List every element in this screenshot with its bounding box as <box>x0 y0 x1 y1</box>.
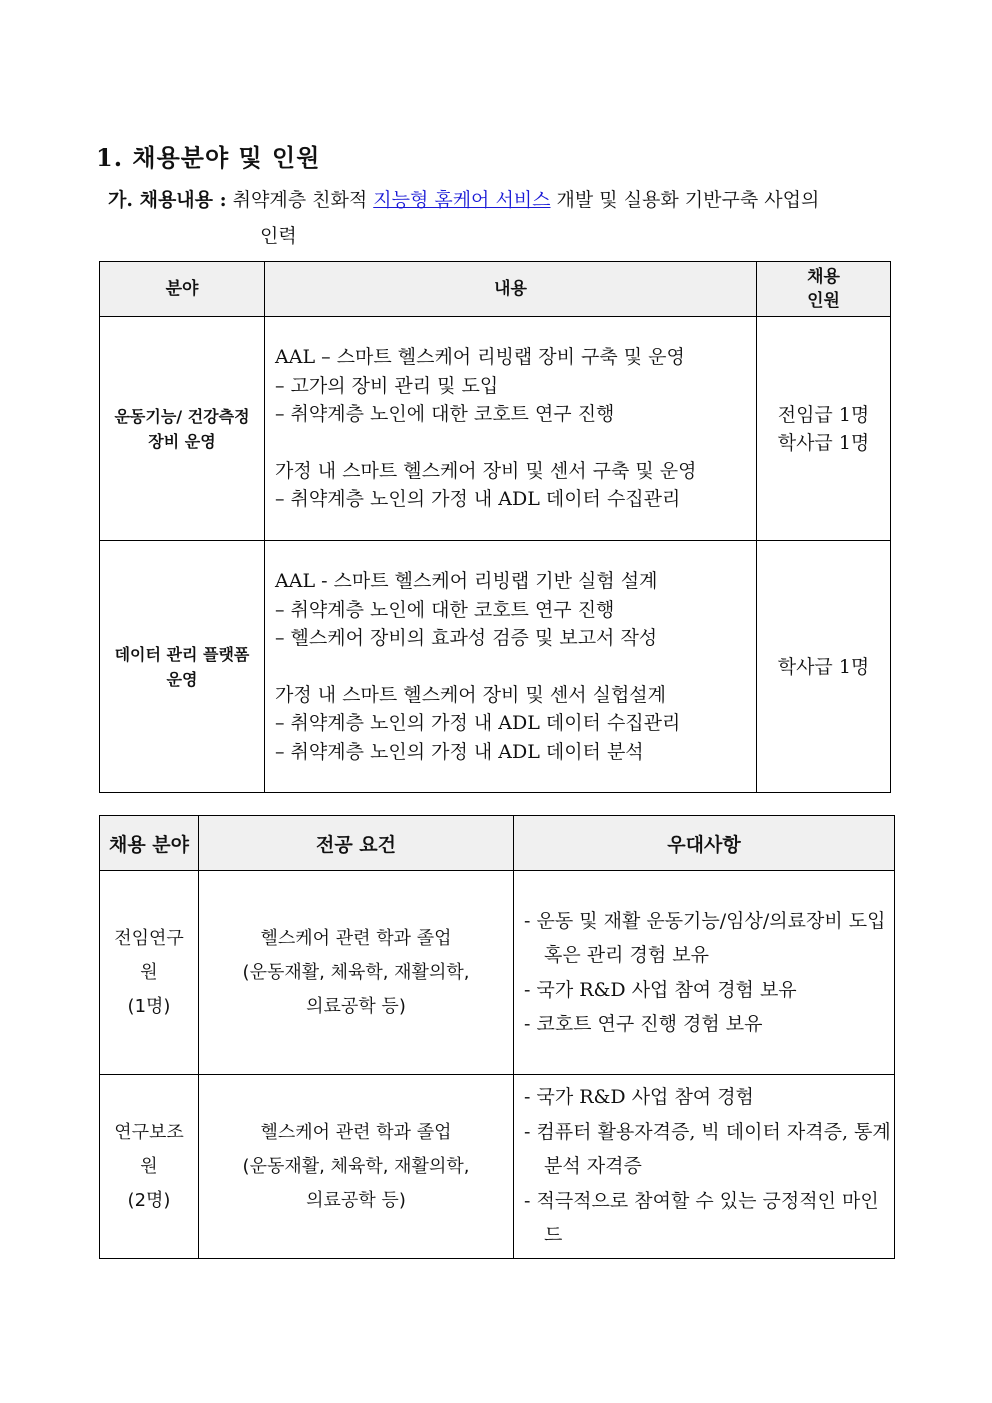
major-cell <box>199 1075 514 1259</box>
header-field: 분야 <box>100 262 265 317</box>
major-line: 의료공학 등) <box>306 995 406 1017</box>
recruit-text-cont: 인력 <box>260 225 297 247</box>
content-line: 가정 내 스마트 헬스케어 장비 및 센서 구축 및 운영 <box>275 459 697 482</box>
content-cell <box>265 541 757 793</box>
table-row <box>100 871 895 1075</box>
table-row <box>100 1075 895 1259</box>
count-line1: 전임급 1명 <box>777 403 870 426</box>
recruit-label: 가. 채용내용 : <box>108 189 227 211</box>
recruit-field-table <box>99 261 891 793</box>
table-header-row <box>100 816 895 871</box>
section-title: 1. 채용분야 및 인원 <box>96 143 321 172</box>
major-cell <box>199 871 514 1075</box>
header-preferences: 우대사항 <box>514 816 895 871</box>
content-line: – 취약계층 노인에 대한 코호트 연구 진행 <box>275 598 615 621</box>
major-line: 헬스케어 관련 학과 졸업 <box>260 1121 452 1143</box>
content-cell <box>265 317 757 541</box>
field-line2: 운영 <box>166 669 198 689</box>
content-line: – 취약계층 노인의 가정 내 ADL 데이터 분석 <box>275 740 644 763</box>
position-line: 원 <box>140 961 158 983</box>
preference-item: - 운동 및 재활 운동기능/임상/의료장비 도입 혹은 관리 경험 보유 <box>524 909 886 966</box>
table-row <box>100 317 891 541</box>
table-header-row <box>100 262 891 317</box>
position-line: 연구보조 <box>114 1121 184 1143</box>
major-line: 의료공학 등) <box>306 1189 406 1211</box>
position-line: 원 <box>140 1155 158 1177</box>
preferences-cell <box>514 1075 895 1259</box>
header-content: 내용 <box>265 262 757 317</box>
field-cell <box>100 317 265 541</box>
content-line: – 취약계층 노인의 가정 내 ADL 데이터 수집관리 <box>275 488 681 511</box>
count-cell <box>757 541 891 793</box>
header-count <box>757 262 891 317</box>
table-row <box>100 541 891 793</box>
content-line: – 고가의 장비 관리 및 도입 <box>275 374 499 397</box>
content-line: – 취약계층 노인에 대한 코호트 연구 진행 <box>275 403 615 426</box>
position-cell <box>100 871 199 1075</box>
preferences-cell <box>514 871 895 1075</box>
recruit-text-before: 취약계층 친화적 <box>226 189 374 211</box>
count-line2: 학사급 1명 <box>777 431 870 454</box>
content-line: – 취약계층 노인의 가정 내 ADL 데이터 수집관리 <box>275 712 681 734</box>
preference-item: - 코호트 연구 진행 경험 보유 <box>524 1013 763 1035</box>
count-cell <box>757 317 891 541</box>
major-line: (운동재활, 체육학, 재활의학, <box>242 961 470 983</box>
major-line: (운동재활, 체육학, 재활의학, <box>242 1155 470 1177</box>
content-line: – 헬스케어 장비의 효과성 검증 및 보고서 작성 <box>275 627 658 649</box>
recruit-text-after: 개발 및 실용화 기반구축 사업의 <box>550 189 820 211</box>
field-line1: 운동기능/ 건강측정 <box>114 406 250 426</box>
position-line: 전임연구 <box>114 927 184 949</box>
position-line: (2명) <box>127 1189 171 1211</box>
preference-item: - 컴퓨터 활용자격증, 빅 데이터 자격증, 통계분석 자격증 <box>524 1120 891 1178</box>
content-line: AAL – 스마트 헬스케어 리빙랩 장비 구축 및 운영 <box>275 346 685 369</box>
content-line: AAL - 스마트 헬스케어 리빙랩 기반 실험 설계 <box>275 570 658 592</box>
service-link[interactable]: 지능형 홈케어 서비스 <box>373 189 551 211</box>
header-major: 전공 요건 <box>199 816 514 871</box>
header-count-line1: 채용 <box>807 267 840 287</box>
preference-item: - 국가 R&D 사업 참여 경험 <box>524 1086 754 1109</box>
field-cell <box>100 541 265 793</box>
field-line2: 장비 운영 <box>148 431 216 451</box>
preference-item: - 국가 R&D 사업 참여 경험 보유 <box>524 978 797 1001</box>
header-count-line2: 인원 <box>807 291 840 311</box>
position-cell <box>100 1075 199 1259</box>
qualification-table <box>99 815 895 1259</box>
content-line: 가정 내 스마트 헬스케어 장비 및 센서 실헙설계 <box>275 683 667 706</box>
major-line: 헬스케어 관련 학과 졸업 <box>260 927 452 949</box>
field-line1: 데이터 관리 플랫폼 <box>114 644 250 664</box>
recruit-description <box>108 182 908 254</box>
count-line1: 학사급 1명 <box>777 655 870 678</box>
header-field: 채용 분야 <box>100 816 199 871</box>
preference-item: - 적극적으로 참여할 수 있는 긍정적인 마인드 <box>524 1189 879 1247</box>
position-line: (1명) <box>127 995 171 1017</box>
